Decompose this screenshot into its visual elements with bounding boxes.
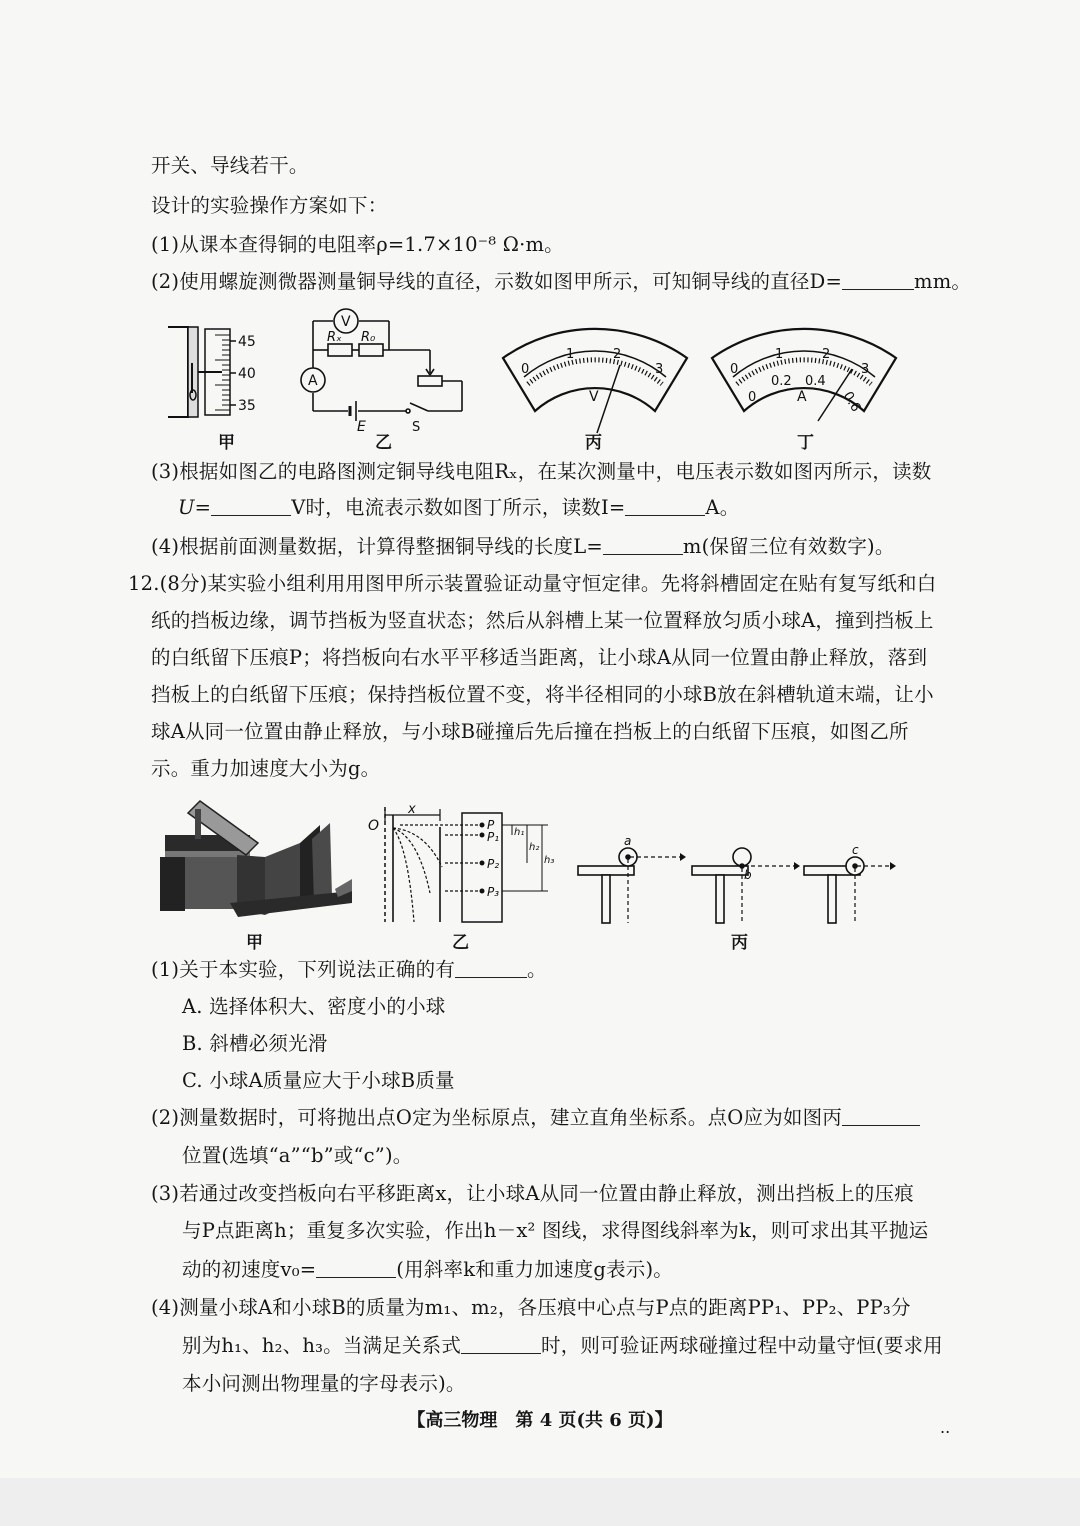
option-a: A. 选择体积大、密度小的小球 [182, 995, 446, 1018]
answer-blank[interactable] [603, 536, 683, 555]
text-line: 本小问测出物理量的字母表示)。 [182, 1372, 466, 1395]
micrometer-tick-45: 45 [238, 334, 256, 350]
switch-label: S [412, 420, 421, 435]
text-line: 纸的挡板边缘，调节挡板为竖直状态；然后从斜槽上某一位置释放匀质小球A，撞到挡板上 [151, 609, 934, 632]
text-span: 。 [527, 958, 547, 981]
figure-label: 甲 [218, 433, 235, 453]
text-span: (2)使用螺旋测微器测量铜导线的直径，示数如图甲所示，可知铜导线的直径D= [151, 270, 842, 293]
ball-position-c [804, 857, 896, 923]
text-line: 示。重力加速度大小为g。 [151, 757, 381, 780]
battery-label: E [357, 419, 366, 435]
option-c: C. 小球A质量应大于小球B质量 [182, 1069, 455, 1092]
volt-scale-0: 0 [521, 362, 530, 377]
voltmeter-unit: V [589, 389, 599, 405]
text-line [151, 268, 971, 296]
text-line: 设计的实验操作方案如下： [151, 194, 388, 217]
text-line: 12.(8分)某实验小组利用用图甲所示装置验证动量守恒定律。先将斜槽固定在贴有复写纸和白 [128, 572, 937, 595]
figure-label: 乙 [375, 433, 392, 453]
ammeter-symbol: A [308, 373, 318, 389]
mark-p1: P₁ [487, 830, 500, 844]
text-line [151, 1104, 920, 1132]
origin-label: O [368, 818, 380, 834]
micrometer-tick-35: 35 [238, 398, 256, 414]
figure-label: 丙 [585, 433, 602, 453]
position-b-label: b [744, 868, 752, 882]
answer-blank[interactable] [625, 497, 705, 516]
text-line [182, 1332, 943, 1360]
amp-scale-top-2: 2 [822, 347, 831, 362]
figure-label: 丁 [797, 433, 814, 453]
micrometer-tick-40: 40 [238, 366, 256, 382]
text-line [151, 956, 547, 984]
volt-scale-3: 3 [655, 362, 664, 377]
ammeter-unit: A [797, 389, 807, 405]
answer-blank[interactable] [455, 959, 527, 978]
text-line [182, 1256, 673, 1284]
text-span: 别为h₁、h₂、h₃。当满足关系式 [182, 1334, 462, 1357]
text-span: (1)关于本实验，下列说法正确的有 [151, 958, 456, 981]
figure-label: 乙 [452, 933, 469, 953]
figure-row-momentum [0, 795, 1080, 945]
mark-p: P [487, 818, 495, 832]
amp-scale-top-3: 3 [861, 362, 870, 377]
ammeter-face [712, 329, 896, 421]
text-span: (用斜率k和重力加速度g表示)。 [396, 1258, 673, 1281]
text-line: (4)测量小球A和小球B的质量为m₁、m₂，各压痕中心点与P点的距离PP₁、PP₂、PP₃分 [151, 1296, 911, 1319]
option-b: B. 斜槽必须光滑 [182, 1032, 328, 1055]
text-line: (3)根据如图乙的电路图测定铜导线电阻Rₓ，在某次测量中，电压表示数如图丙所示，读数 [151, 460, 932, 483]
amp-scale-bottom-0: 0 [748, 390, 757, 405]
text-line: 挡板上的白纸留下压痕；保持挡板位置不变，将半径相同的小球B放在斜槽轨道末端，让小 [151, 683, 934, 706]
answer-blank[interactable] [842, 271, 914, 290]
text-span: 动的初速度v₀= [182, 1258, 317, 1281]
volt-scale-2: 2 [613, 347, 622, 362]
amp-scale-bottom-2: 0.4 [805, 374, 826, 389]
amp-scale-top-1: 1 [775, 347, 784, 362]
answer-blank[interactable] [211, 497, 291, 516]
h3-label: h₃ [544, 855, 555, 866]
text-span: A。 [705, 496, 740, 519]
h1-label: h₁ [514, 827, 525, 838]
trajectory-diagram [385, 807, 548, 922]
text-line: 开关、导线若干。 [151, 154, 309, 177]
text-line: 球A从同一位置由静止释放，与小球B碰撞后先后撞在挡板上的白纸留下压痕，如图乙所 [151, 720, 909, 743]
answer-blank[interactable] [461, 1335, 541, 1354]
voltmeter-face [503, 329, 687, 433]
scan-bottom-band [0, 1478, 1080, 1526]
mark-p3: P₃ [487, 885, 500, 899]
apparatus-photo [160, 801, 352, 917]
h2-label: h₂ [529, 842, 540, 853]
text-span: (4)根据前面测量数据，计算得整捆铜导线的长度L= [151, 535, 603, 558]
answer-blank[interactable] [316, 1259, 396, 1278]
corner-dots: .. [940, 1418, 951, 1437]
text-line [151, 533, 895, 561]
text-span: 时，则可验证两球碰撞过程中动量守恒(要求用 [541, 1334, 943, 1357]
text-line: 位置(选填“a”“b”或“c”)。 [182, 1144, 413, 1167]
figure-label: 甲 [246, 933, 263, 953]
amp-scale-bottom-3: 0.6 [839, 389, 864, 415]
figure-label: 丙 [731, 933, 748, 953]
position-a-label: a [624, 834, 632, 848]
text-span: mm。 [914, 270, 972, 293]
circuit-diagram [301, 309, 462, 421]
text-span: V时，电流表示数如图丁所示，读数I= [291, 496, 626, 519]
volt-scale-1: 1 [566, 347, 575, 362]
ball-position-a [578, 848, 686, 923]
position-c-label: c [852, 843, 859, 857]
resistor-r0-label: R₀ [361, 330, 376, 345]
amp-scale-top-0: 0 [730, 362, 739, 377]
text-line: 的白纸留下压痕P；将挡板向右水平平移适当距离，让小球A从同一位置由静止释放，落到 [151, 646, 928, 669]
distance-x-label: x [408, 802, 416, 817]
text-span: m(保留三位有效数字)。 [682, 535, 895, 558]
text-line [178, 494, 739, 522]
ball-position-b [692, 848, 800, 923]
voltmeter-symbol: V [341, 314, 351, 330]
text-span: U= [178, 496, 212, 519]
text-line: 与P点距离h；重复多次实验，作出h－x² 图线，求得图线斜率为k，则可求出其平抛运 [182, 1219, 929, 1242]
amp-scale-bottom-1: 0.2 [771, 374, 792, 389]
resistor-rx-label: Rₓ [327, 330, 342, 345]
page-footer: 【高三物理 第 4 页(共 6 页)】 [407, 1410, 673, 1431]
answer-blank[interactable] [842, 1107, 920, 1126]
mark-p2: P₂ [487, 857, 500, 871]
micrometer-diagram [168, 327, 256, 417]
text-line: (1)从课本查得铜的电阻率ρ=1.7×10⁻⁸ Ω·m。 [151, 233, 564, 256]
text-line: (3)若通过改变挡板向右平移距离x，让小球A从同一位置由静止释放，测出挡板上的压痕 [151, 1182, 914, 1205]
figure-row-electrical [0, 305, 1080, 465]
text-span: (2)测量数据时，可将抛出点O定为坐标原点，建立直角坐标系。点O应为如图丙 [151, 1106, 842, 1129]
